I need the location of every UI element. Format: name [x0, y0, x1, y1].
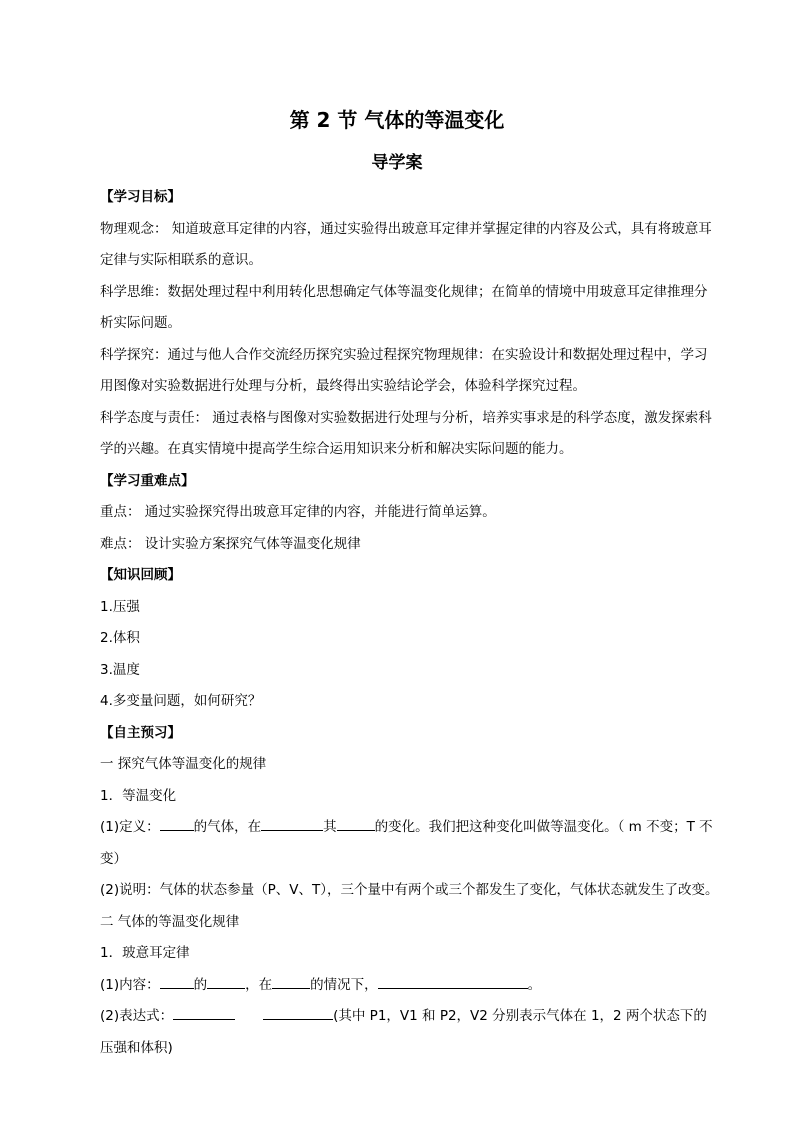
objective-item: 科学探究：通过与他人合作交流经历探究实验过程探究物理规律：在实验设计和数据处理过程中，学习用图像对实验数据进行处理与分析，最终得出实验结论学会，体验科学探究过程。	[100, 346, 708, 394]
fill-blank[interactable]	[160, 816, 194, 831]
expression-line: (2)表达式： (其中 P1，V1 和 P2，V2 分别表示气体在 1，2 两个状态下的压强和体积)	[100, 1001, 720, 1064]
document-body	[100, 182, 720, 1064]
objective-item: 科学态度与责任： 通过表格与图像对实验数据进行处理与分析，培养实事求是的科学态度，激发探索科学的兴趣。在真实情境中提高学生综合运用知识来分析和解决实际问题的能力。	[100, 409, 712, 457]
fill-blank[interactable]	[272, 974, 310, 989]
law-content-line: (1)内容： 的 ，在 的情况下， 。	[100, 970, 720, 1002]
key-point-item: 难点： 设计实验方案探究气体等温变化规律	[100, 535, 361, 552]
subsection-title: 1．等温变化	[100, 787, 177, 804]
fill-blank[interactable]	[261, 816, 323, 831]
fill-blank[interactable]	[337, 816, 375, 831]
section-title: 二 气体的等温变化规律	[100, 913, 240, 930]
key-point-item: 重点： 通过实验探究得出玻意耳定律的内容，并能进行简单运算。	[100, 504, 496, 520]
review-item: 4.多变量问题，如何研究？	[100, 693, 262, 709]
key-points-heading: 【学习重难点】	[100, 472, 195, 489]
subsection-title: 1．玻意耳定律	[100, 945, 190, 961]
review-item: 1.压强	[100, 598, 140, 615]
definition-line: (1)定义： 的气体，在 其 的变化。我们把这种变化叫做等温变化。（ m 不变；T 不变）	[100, 812, 720, 875]
preview-heading: 【自主预习】	[100, 724, 181, 741]
fill-blank[interactable]	[207, 974, 245, 989]
page-subtitle: 导学案	[371, 153, 423, 173]
objective-item: 科学思维：数据处理过程中利用转化思想确定气体等温变化规律；在简单的情境中用玻意耳定律推理分析实际问题。	[100, 283, 708, 331]
objective-item: 物理观念： 知道玻意耳定律的内容，通过实验得出玻意耳定律并掌握定律的内容及公式，具有将玻意耳定律与实际相联系的意识。	[100, 220, 712, 268]
explanation-line: (2)说明：气体的状态参量（P、V、T），三个量中有两个或三个都发生了变化，气体状态就发生了改变。	[100, 882, 719, 898]
fill-blank[interactable]	[378, 974, 528, 989]
review-item: 2.体积	[100, 630, 140, 646]
review-heading: 【知识回顾】	[100, 567, 181, 583]
page-title: 第 2 节 气体的等温变化	[289, 108, 505, 132]
fill-blank[interactable]	[173, 1005, 235, 1020]
review-item: 3.温度	[100, 661, 140, 678]
objectives-heading: 【学习目标】	[100, 189, 181, 205]
fill-blank[interactable]	[263, 1005, 333, 1020]
fill-blank[interactable]	[160, 974, 194, 989]
section-title: 一 探究气体等温变化的规律	[100, 756, 267, 772]
